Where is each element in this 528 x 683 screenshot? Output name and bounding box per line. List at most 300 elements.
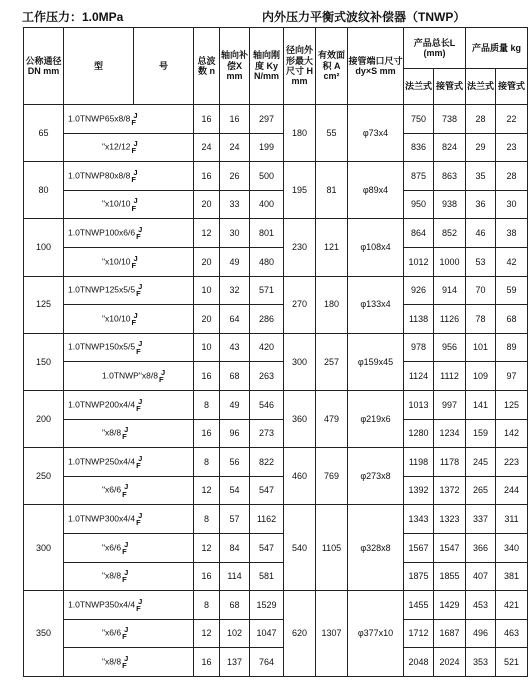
model-cell	[64, 591, 194, 620]
waves-cell: 20	[194, 305, 220, 334]
area-cell: 121	[316, 219, 348, 276]
mark-f: F	[136, 460, 141, 470]
model-text: "x12/12	[102, 141, 131, 152]
axial-comp-cell: 24	[220, 133, 250, 162]
length-flange-cell: 1280	[404, 419, 434, 448]
waves-cell: 16	[194, 562, 220, 591]
area-cell: 479	[316, 390, 348, 447]
connection-type-mark	[132, 140, 138, 154]
axial-comp-cell: 33	[220, 190, 250, 219]
weight-pipe-cell: 42	[496, 247, 528, 276]
axial-stiffness-cell: 400	[250, 190, 284, 219]
model-cell	[64, 133, 194, 162]
pipe-size-cell: φ273x8	[348, 448, 404, 505]
axial-stiffness-cell: 1047	[250, 619, 284, 648]
table-row	[24, 419, 528, 448]
weight-flange-cell: 36	[466, 190, 496, 219]
model-cell	[64, 562, 194, 591]
max-dia-cell: 460	[284, 448, 316, 505]
model-text: 1.0TNWP100x6/6	[68, 227, 136, 238]
mark-f: F	[131, 146, 137, 156]
model-text: "x10/10	[102, 198, 131, 209]
length-flange-cell: 1392	[404, 476, 434, 505]
connection-type-mark	[136, 455, 142, 469]
axial-stiffness-cell: 581	[250, 562, 284, 591]
dn-cell: 200	[24, 390, 64, 447]
mark-j: J	[133, 310, 138, 320]
length-pipe-cell: 1687	[434, 619, 466, 648]
waves-cell: 16	[194, 162, 220, 191]
model-text: 1.0TNWP300x4/4	[68, 513, 136, 524]
axial-stiffness-cell: 547	[250, 476, 284, 505]
pipe-size-cell: φ328x8	[348, 505, 404, 591]
mark-j: J	[160, 368, 166, 378]
length-pipe-cell: 1372	[434, 476, 466, 505]
weight-flange-cell: 53	[466, 247, 496, 276]
connection-type-mark	[122, 655, 128, 669]
mark-f: F	[122, 489, 127, 499]
model-cell	[64, 505, 194, 534]
weight-flange-cell: 28	[466, 105, 496, 134]
mark-f: F	[122, 432, 127, 442]
weight-flange-cell: 407	[466, 562, 496, 591]
area-cell: 180	[316, 276, 348, 333]
table-row	[24, 562, 528, 591]
axial-stiffness-cell: 822	[250, 448, 284, 477]
mark-f: F	[122, 661, 127, 671]
length-pipe-cell: 863	[434, 162, 466, 191]
axial-stiffness-cell: 500	[250, 162, 284, 191]
length-pipe-cell: 1234	[434, 419, 466, 448]
mark-f: F	[136, 232, 141, 242]
weight-pipe-cell: 381	[496, 562, 528, 591]
model-text: "x6/6	[102, 484, 122, 495]
waves-cell: 8	[194, 505, 220, 534]
pipe-size-cell: φ89x4	[348, 162, 404, 219]
axial-stiffness-cell: 199	[250, 133, 284, 162]
mark-j: J	[138, 339, 143, 349]
connection-type-mark	[122, 483, 128, 497]
model-text: 1.0TNWP80x8/8	[68, 170, 131, 181]
mark-f: F	[136, 403, 141, 413]
connection-type-mark	[159, 369, 165, 383]
length-pipe-cell: 938	[434, 190, 466, 219]
axial-comp-cell: 68	[220, 591, 250, 620]
max-dia-cell: 195	[284, 162, 316, 219]
model-text: "x8/8	[102, 570, 122, 581]
table-row	[24, 305, 528, 334]
mark-j: J	[138, 396, 143, 406]
header-area: 有效面积 A cm²	[316, 28, 348, 105]
connection-type-mark	[136, 226, 142, 240]
weight-pipe-cell: 340	[496, 533, 528, 562]
axial-comp-cell: 64	[220, 305, 250, 334]
weight-pipe-cell: 23	[496, 133, 528, 162]
weight-flange-cell: 29	[466, 133, 496, 162]
mark-j: J	[138, 453, 143, 463]
weight-pipe-cell: 59	[496, 276, 528, 305]
length-pipe-cell: 1178	[434, 448, 466, 477]
weight-pipe-cell: 125	[496, 390, 528, 419]
max-dia-cell: 620	[284, 591, 316, 677]
dn-cell: 150	[24, 333, 64, 390]
length-pipe-cell: 914	[434, 276, 466, 305]
header-model-a: 型	[64, 28, 134, 105]
table-row	[24, 276, 528, 305]
table-row	[24, 105, 528, 134]
length-flange-cell: 978	[404, 333, 434, 362]
weight-flange-cell: 496	[466, 619, 496, 648]
mark-f: F	[136, 289, 141, 299]
mark-f: F	[131, 117, 136, 127]
weight-pipe-cell: 28	[496, 162, 528, 191]
length-flange-cell: 1012	[404, 247, 434, 276]
axial-stiffness-cell: 1529	[250, 591, 284, 620]
axial-stiffness-cell: 263	[250, 362, 284, 391]
header-weight-pipe: 接管式	[496, 69, 528, 105]
connection-type-mark	[131, 169, 137, 183]
length-pipe-cell: 1855	[434, 562, 466, 591]
model-cell	[64, 219, 194, 248]
mark-j: J	[138, 510, 143, 520]
length-pipe-cell: 1000	[434, 247, 466, 276]
table-row	[24, 476, 528, 505]
area-cell: 81	[316, 162, 348, 219]
length-pipe-cell: 1112	[434, 362, 466, 391]
connection-type-mark	[122, 569, 128, 583]
model-cell	[64, 648, 194, 677]
connection-type-mark	[132, 255, 138, 269]
mark-f: F	[136, 346, 141, 356]
header-model-b: 号	[134, 28, 194, 105]
weight-pipe-cell: 421	[496, 591, 528, 620]
model-text: 1.0TNWP"x8/8	[102, 370, 158, 381]
waves-cell: 12	[194, 533, 220, 562]
model-text: 1.0TNWP250x4/4	[68, 456, 136, 467]
axial-stiffness-cell: 801	[250, 219, 284, 248]
model-text: "x6/6	[102, 541, 122, 552]
weight-flange-cell: 159	[466, 419, 496, 448]
length-flange-cell: 1138	[404, 305, 434, 334]
axial-comp-cell: 54	[220, 476, 250, 505]
model-text: 1.0TNWP65x8/8	[68, 113, 131, 124]
length-pipe-cell: 824	[434, 133, 466, 162]
header-length-pipe: 接管式	[434, 69, 466, 105]
mark-j: J	[133, 167, 138, 177]
mark-j: J	[124, 568, 129, 578]
axial-stiffness-cell: 480	[250, 247, 284, 276]
table-row	[24, 190, 528, 219]
waves-cell: 8	[194, 591, 220, 620]
table-row	[24, 247, 528, 276]
header-length-flange: 法兰式	[404, 69, 434, 105]
length-flange-cell: 1567	[404, 533, 434, 562]
weight-pipe-cell: 97	[496, 362, 528, 391]
length-pipe-cell: 738	[434, 105, 466, 134]
length-flange-cell: 1124	[404, 362, 434, 391]
table-row	[24, 448, 528, 477]
connection-type-mark	[132, 312, 138, 326]
area-cell: 1307	[316, 591, 348, 677]
table-row	[24, 505, 528, 534]
mark-j: J	[124, 653, 129, 663]
document-title: 内外压力平衡式波纹补偿器（TNWP）	[262, 10, 466, 24]
weight-pipe-cell: 89	[496, 333, 528, 362]
table-row	[24, 591, 528, 620]
mark-j: J	[124, 482, 129, 492]
header-dn: 公称通径DN mm	[24, 28, 64, 105]
model-text: "x6/6	[102, 627, 122, 638]
weight-flange-cell: 366	[466, 533, 496, 562]
length-flange-cell: 750	[404, 105, 434, 134]
mark-j: J	[133, 110, 138, 120]
mark-f: F	[122, 632, 127, 642]
weight-flange-cell: 265	[466, 476, 496, 505]
connection-type-mark	[122, 626, 128, 640]
waves-cell: 16	[194, 419, 220, 448]
pipe-size-cell: φ377x10	[348, 591, 404, 677]
table-row	[24, 333, 528, 362]
dn-cell: 65	[24, 105, 64, 162]
length-flange-cell: 950	[404, 190, 434, 219]
model-text: 1.0TNWP200x4/4	[68, 398, 136, 409]
dn-cell: 300	[24, 505, 64, 591]
weight-flange-cell: 78	[466, 305, 496, 334]
axial-comp-cell: 49	[220, 390, 250, 419]
dn-cell: 80	[24, 162, 64, 219]
table-body	[24, 105, 528, 677]
weight-flange-cell: 70	[466, 276, 496, 305]
weight-pipe-cell: 30	[496, 190, 528, 219]
mark-f: F	[131, 317, 137, 327]
axial-comp-cell: 16	[220, 105, 250, 134]
length-pipe-cell: 956	[434, 333, 466, 362]
weight-pipe-cell: 521	[496, 648, 528, 677]
model-cell	[64, 276, 194, 305]
dn-cell: 350	[24, 591, 64, 677]
axial-stiffness-cell: 1162	[250, 505, 284, 534]
axial-comp-cell: 57	[220, 505, 250, 534]
waves-cell: 10	[194, 333, 220, 362]
mark-j: J	[133, 139, 138, 149]
dn-cell: 125	[24, 276, 64, 333]
area-cell: 55	[316, 105, 348, 162]
length-flange-cell: 1875	[404, 562, 434, 591]
header-weight: 产品质量 kg	[466, 28, 528, 69]
mark-f: F	[122, 546, 127, 556]
weight-flange-cell: 245	[466, 448, 496, 477]
connection-type-mark	[136, 283, 142, 297]
header-axial-stiffness: 轴向刚度 Ky N/mm	[250, 28, 284, 105]
waves-cell: 16	[194, 362, 220, 391]
axial-comp-cell: 30	[220, 219, 250, 248]
weight-pipe-cell: 142	[496, 419, 528, 448]
table-row	[24, 219, 528, 248]
model-cell	[64, 333, 194, 362]
model-cell	[64, 105, 194, 134]
length-pipe-cell: 852	[434, 219, 466, 248]
length-pipe-cell: 1323	[434, 505, 466, 534]
weight-flange-cell: 101	[466, 333, 496, 362]
model-cell	[64, 190, 194, 219]
dn-cell: 250	[24, 448, 64, 505]
weight-pipe-cell: 68	[496, 305, 528, 334]
model-cell	[64, 533, 194, 562]
length-pipe-cell: 1429	[434, 591, 466, 620]
mark-f: F	[131, 174, 136, 184]
axial-comp-cell: 56	[220, 448, 250, 477]
table-row	[24, 533, 528, 562]
max-dia-cell: 540	[284, 505, 316, 591]
table-row	[24, 362, 528, 391]
working-pressure-label: 工作压力：1.0MPa	[22, 10, 124, 24]
length-pipe-cell: 1547	[434, 533, 466, 562]
connection-type-mark	[136, 512, 142, 526]
mark-f: F	[131, 203, 137, 213]
area-cell: 1105	[316, 505, 348, 591]
model-cell	[64, 619, 194, 648]
axial-comp-cell: 32	[220, 276, 250, 305]
area-cell: 769	[316, 448, 348, 505]
length-flange-cell: 864	[404, 219, 434, 248]
length-pipe-cell: 1126	[434, 305, 466, 334]
header-pipe: 接管端口尺寸 dy×S mm	[348, 28, 404, 105]
mark-j: J	[133, 253, 138, 263]
spec-table	[23, 27, 528, 677]
length-flange-cell: 1343	[404, 505, 434, 534]
model-text: "x10/10	[102, 256, 131, 267]
axial-comp-cell: 26	[220, 162, 250, 191]
weight-pipe-cell: 22	[496, 105, 528, 134]
waves-cell: 16	[194, 105, 220, 134]
model-text: "x10/10	[102, 313, 131, 324]
header-waves: 总波数 n	[194, 28, 220, 105]
table-row	[24, 133, 528, 162]
max-dia-cell: 300	[284, 333, 316, 390]
weight-flange-cell: 35	[466, 162, 496, 191]
waves-cell: 8	[194, 448, 220, 477]
length-flange-cell: 1712	[404, 619, 434, 648]
model-text: 1.0TNWP150x5/5	[68, 341, 136, 352]
model-text: "x8/8	[102, 427, 122, 438]
waves-cell: 16	[194, 648, 220, 677]
dn-cell: 100	[24, 219, 64, 276]
mark-f: F	[136, 518, 141, 528]
model-text: 1.0TNWP125x5/5	[68, 284, 136, 295]
axial-comp-cell: 68	[220, 362, 250, 391]
waves-cell: 10	[194, 276, 220, 305]
pipe-size-cell: φ133x4	[348, 276, 404, 333]
weight-flange-cell: 46	[466, 219, 496, 248]
weight-flange-cell: 337	[466, 505, 496, 534]
table-row	[24, 619, 528, 648]
connection-type-mark	[136, 598, 142, 612]
waves-cell: 20	[194, 247, 220, 276]
table-row	[24, 648, 528, 677]
waves-cell: 12	[194, 219, 220, 248]
mark-j: J	[138, 596, 143, 606]
axial-stiffness-cell: 273	[250, 419, 284, 448]
header-max-dia: 径向外形最大尺寸 H mm	[284, 28, 316, 105]
connection-type-mark	[131, 112, 137, 126]
pipe-size-cell: φ73x4	[348, 105, 404, 162]
weight-pipe-cell: 463	[496, 619, 528, 648]
model-text: 1.0TNWP350x4/4	[68, 599, 136, 610]
axial-stiffness-cell: 764	[250, 648, 284, 677]
table-row	[24, 390, 528, 419]
axial-stiffness-cell: 420	[250, 333, 284, 362]
mark-f: F	[158, 375, 164, 385]
axial-stiffness-cell: 546	[250, 390, 284, 419]
connection-type-mark	[136, 398, 142, 412]
mark-j: J	[138, 225, 143, 235]
mark-j: J	[124, 539, 129, 549]
axial-comp-cell: 114	[220, 562, 250, 591]
weight-pipe-cell: 38	[496, 219, 528, 248]
mark-f: F	[122, 575, 127, 585]
length-flange-cell: 1455	[404, 591, 434, 620]
connection-type-mark	[136, 340, 142, 354]
length-flange-cell: 1013	[404, 390, 434, 419]
waves-cell: 20	[194, 190, 220, 219]
weight-flange-cell: 141	[466, 390, 496, 419]
model-cell	[64, 476, 194, 505]
connection-type-mark	[132, 197, 138, 211]
axial-comp-cell: 137	[220, 648, 250, 677]
mark-f: F	[131, 260, 137, 270]
axial-comp-cell: 43	[220, 333, 250, 362]
header-weight-flange: 法兰式	[466, 69, 496, 105]
model-cell	[64, 448, 194, 477]
max-dia-cell: 230	[284, 219, 316, 276]
connection-type-mark	[122, 541, 128, 555]
connection-type-mark	[122, 426, 128, 440]
waves-cell: 8	[194, 390, 220, 419]
mark-j: J	[124, 425, 129, 435]
pipe-size-cell: φ108x4	[348, 219, 404, 276]
area-cell: 257	[316, 333, 348, 390]
model-cell	[64, 390, 194, 419]
mark-j: J	[138, 282, 143, 292]
pipe-size-cell: φ219x6	[348, 390, 404, 447]
weight-pipe-cell: 311	[496, 505, 528, 534]
waves-cell: 12	[194, 476, 220, 505]
axial-comp-cell: 49	[220, 247, 250, 276]
weight-pipe-cell: 223	[496, 448, 528, 477]
max-dia-cell: 360	[284, 390, 316, 447]
axial-stiffness-cell: 571	[250, 276, 284, 305]
length-pipe-cell: 997	[434, 390, 466, 419]
length-flange-cell: 875	[404, 162, 434, 191]
length-flange-cell: 926	[404, 276, 434, 305]
max-dia-cell: 180	[284, 105, 316, 162]
axial-comp-cell: 102	[220, 619, 250, 648]
model-cell	[64, 419, 194, 448]
mark-j: J	[133, 196, 138, 206]
length-pipe-cell: 2024	[434, 648, 466, 677]
waves-cell: 12	[194, 619, 220, 648]
axial-stiffness-cell: 297	[250, 105, 284, 134]
axial-comp-cell: 84	[220, 533, 250, 562]
length-flange-cell: 836	[404, 133, 434, 162]
model-cell	[64, 305, 194, 334]
weight-flange-cell: 109	[466, 362, 496, 391]
model-cell	[64, 247, 194, 276]
weight-flange-cell: 353	[466, 648, 496, 677]
waves-cell: 24	[194, 133, 220, 162]
model-text: "x8/8	[102, 656, 122, 667]
axial-comp-cell: 96	[220, 419, 250, 448]
